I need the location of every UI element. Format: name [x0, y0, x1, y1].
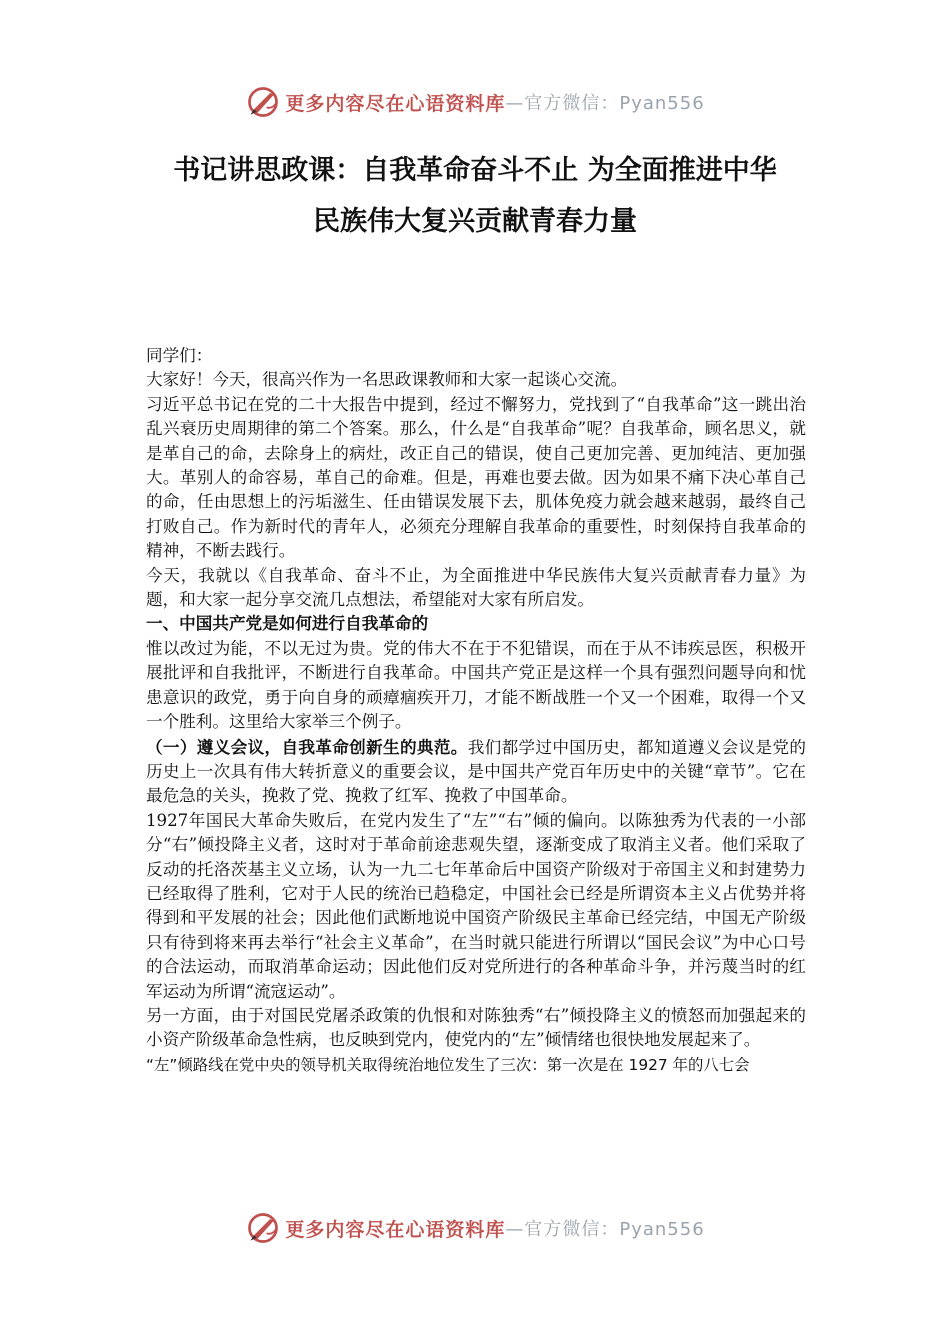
header-banner	[0, 82, 950, 122]
pen-logo-icon	[245, 1210, 281, 1246]
banner-brand-text: 更多内容尽在心语资料库	[285, 92, 506, 115]
body-paragraph: “左”倾路线在党中央的领导机关取得统治地位发生了三次：第一次是在 1927 年的八七会	[146, 1055, 750, 1074]
body-paragraph: 今天，我就以《自我革命、奋斗不止，为全面推进中华民族伟大复兴贡献青春力量》为题，和大家一起分享交流几点想法，希望能对大家有所启发。	[146, 565, 806, 610]
body-paragraph: 大家好！今天，很高兴作为一名思政课教师和大家一起谈心交流。	[146, 370, 628, 390]
document-title-line1: 书记讲思政课：自我革命奋斗不止 为全面推进中华	[173, 155, 777, 186]
document-title-line2: 民族伟大复兴贡献青春力量	[313, 206, 637, 237]
document-body	[146, 344, 806, 1077]
subsection-heading: （一）遵义会议，自我革命创新生的典范。	[146, 736, 468, 757]
banner-contact-text: —官方微信：Pyan556	[505, 93, 705, 114]
body-paragraph	[146, 735, 806, 809]
salutation: 同学们：	[146, 346, 213, 365]
pen-logo-icon	[245, 84, 281, 120]
body-paragraph: 1927年国民大革命失败后，在党内发生了“左”“右”倾的偏向。以陈独秀为代表的一小部分“右”倾投降主义者，这时对于革命前途悲观失望，逐渐变成了取消主义者。他们采取了反动的托洛茨基主义立场，认为一九二七年革命后中国资产阶级对于帝国主义和封建势力已经取得了胜利，它对于人民的统治已趋稳定，中国社会已经是所谓资本主义占优势并将得到和平发展的社会；因此他们武断地说中国资产阶级民主革命已经完结，中国无产阶级只有待到将来再去举行“社会主义革命”，在当时就只能进行所谓以“国民会议”为中心口号的合法运动，而取消革命运动；因此他们反对党所进行的各种革命斗争，并污蔑当时的红军运动为所谓“流寇运动”。	[146, 810, 806, 1001]
banner-brand-text: 更多内容尽在心语资料库	[285, 1218, 506, 1241]
body-paragraph: 习近平总书记在党的二十大报告中提到，经过不懈努力，党找到了“自我革命”这一跳出治乱兴衰历史周期律的第二个答案。那么，什么是“自我革命”呢？自我革命，顾名思义，就是革自己的命，去除身上的病灶，改正自己的错误，使自己更加完善、更加纯洁、更加强大。革别人的命容易，革自己的命难。但是，再难也要去做。因为如果不痛下决心革自己的命，任由思想上的污垢滋生、任由错误发展下去，肌体免疫力就会越来越弱，最终自己打败自己。作为新时代的青年人，必须充分理解自我革命的重要性，时刻保持自我革命的精神，不断去践行。	[146, 394, 806, 561]
paragraph-text: 我们都学过中国历史，都知道遵义会议是党的历史上一次具有伟大转折意义的重要会议，是中国共产党百年历史中的关键“章节”。它在最危急的关头，挽救了党、挽救了红军、挽救了中国革命。	[146, 737, 806, 806]
banner-contact-text: —官方微信：Pyan556	[505, 1219, 705, 1240]
body-paragraph: 惟以改过为能，不以无过为贵。党的伟大不在于不犯错误，而在于从不讳疾忌医，积极开展批评和自我批评，不断进行自我革命。中国共产党正是这样一个具有强烈问题导向和忧患意识的政党，勇于向自身的顽瘴痼疾开刀，才能不断战胜一个又一个困难，取得一个又一个胜利。这里给大家举三个例子。	[146, 638, 806, 732]
section-heading: 一、中国共产党是如何进行自我革命的	[146, 614, 429, 634]
body-paragraph: 另一方面，由于对国民党屠杀政策的仇恨和对陈独秀“右”倾投降主义的愤怒而加强起来的小资产阶级革命急性病，也反映到党内，使党内的“左”倾情绪也很快地发展起来了。	[146, 1005, 806, 1050]
footer-banner	[0, 1208, 950, 1248]
